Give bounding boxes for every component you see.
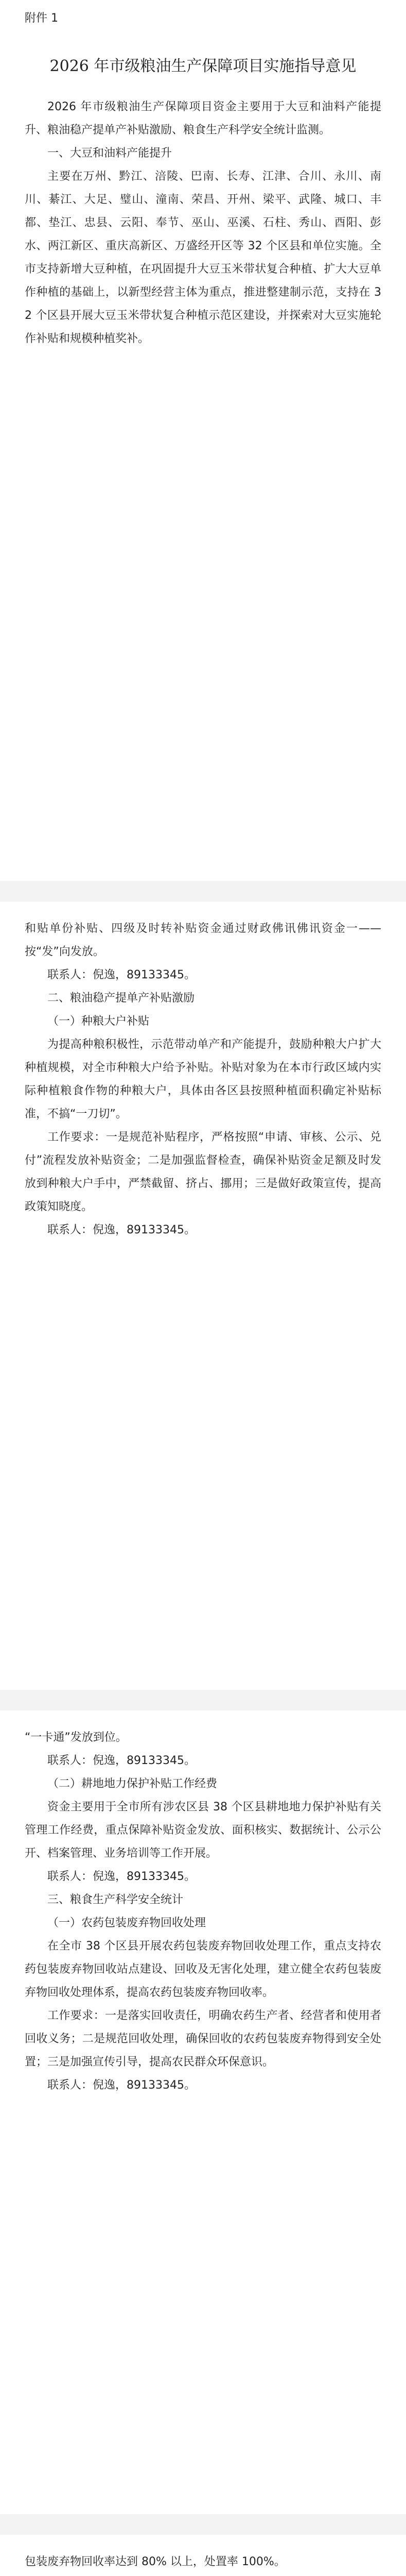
paragraph: 主要在万州、黔江、涪陵、巴南、长寿、江津、合川、永川、南川、綦江、大足、璧山、潼南、荣昌、开州、梁平、武隆、城口、丰都、垫江、忠县、云阳、奉节、巫山、巫溪、石柱、秀山、酉阳、彭水、两江新区、重庆高新区、万盛经开区等 32 个区县和单位实施。全市支持新增大豆种植，在巩固提升大豆玉米带状复合种植、扩大大豆单作种植的基础上，以新型经营主体为重点，推进整建制示范，支持在 32 个区县开展大豆玉米带状复合种植示范区建设，并探索对大豆实施轮作补贴和规模种植奖补。 [25, 170, 381, 345]
page-3 [0, 1710, 406, 2514]
paragraph: 为提高种粮积极性，示范带动单产和产能提升，鼓励种粮大户扩大种植规模，对全市种粮大户给予补贴。补贴对象为在本市行政区域内实际种植粮食作物的种粮大户，具体由各区县按照种植面积确定补贴标准，不搞“一刀切”。 [25, 1038, 381, 1121]
contact-line: 联系人：倪逸，89133345。 [47, 969, 196, 981]
attachment-label: 附件 1 [25, 12, 58, 25]
paragraph: 工作要求：一是规范补贴程序，严格按照“申请、审核、公示、兑付”流程发放补贴资金；二是加强监督检查，确保补贴资金足额及时发放到种粮大户手中，严禁截留、挤占、挪用；三是做好政策宣传，提高政策知晓度。 [25, 1131, 381, 1213]
page-4 [0, 2535, 406, 2576]
paragraph: 工作要求：一是落实回收责任，明确农药生产者、经营者和使用者回收义务；二是规范回收处理，确保回收的农药包装废弃物得到安全处置；三是加强宣传引导，提高农民群众环保意识。 [25, 2009, 381, 2069]
intro-paragraph: 2026 年市级粮油生产保障项目资金主要用于大豆和油料产能提升、粮油稳产提单产补贴激励、粮食生产科学安全统计监测。 [25, 100, 381, 137]
document-title: 2026 年市级粮油生产保障项目实施指导意见 [49, 57, 357, 75]
contact-line: 联系人：倪逸，89133345。 [47, 1754, 196, 1767]
paragraph: 在全市 38 个区县开展农药包装废弃物回收处理工作，重点支持农药包装废弃物回收站点建设、回收及无害化处理，建立健全农药包装废弃物回收处理体系，提高农药包装废弃物回收率。 [25, 1940, 381, 1999]
contact-line: 联系人：倪逸，89133345。 [47, 1224, 196, 1236]
contact-line: 联系人：倪逸，89133345。 [47, 1870, 196, 1883]
paragraph: 包装废弃物回收率达到 80% 以上，处置率 100%。 [25, 2555, 286, 2568]
page-2 [0, 902, 406, 1690]
section-heading-3: 三、粮食生产科学安全统计 [47, 1893, 184, 1906]
section-heading-1: 一、大豆和油料产能提升 [47, 147, 172, 160]
subsection-heading: （一）种粮大户补贴 [47, 1015, 150, 1028]
contact-line [25, 2573, 381, 2576]
subsection-heading: （二）耕地地力保护补贴工作经费 [47, 1777, 218, 1790]
contact-line: 联系人：倪逸，89133345。 [47, 2079, 196, 2092]
paragraph: “一卡通”发放到位。 [25, 1731, 127, 1744]
paragraph: 资金主要用于全市所有涉农区县 38 个区县耕地地力保护补贴有关管理工作经费，重点保障补贴资金发放、面积核实、数据统计、公示公开、档案管理、业务培训等工作开展。 [25, 1801, 381, 1860]
paragraph: 和贴单份补贴、四级及时转补贴资金通过财政佛讯佛讯资金一——按“发”向发放。 [25, 922, 381, 958]
page-1 [0, 0, 406, 881]
subsection-heading: （一）农药包装废弃物回收处理 [47, 1917, 206, 1929]
section-heading-2: 二、粮油稳产提单产补贴激励 [47, 992, 195, 1005]
